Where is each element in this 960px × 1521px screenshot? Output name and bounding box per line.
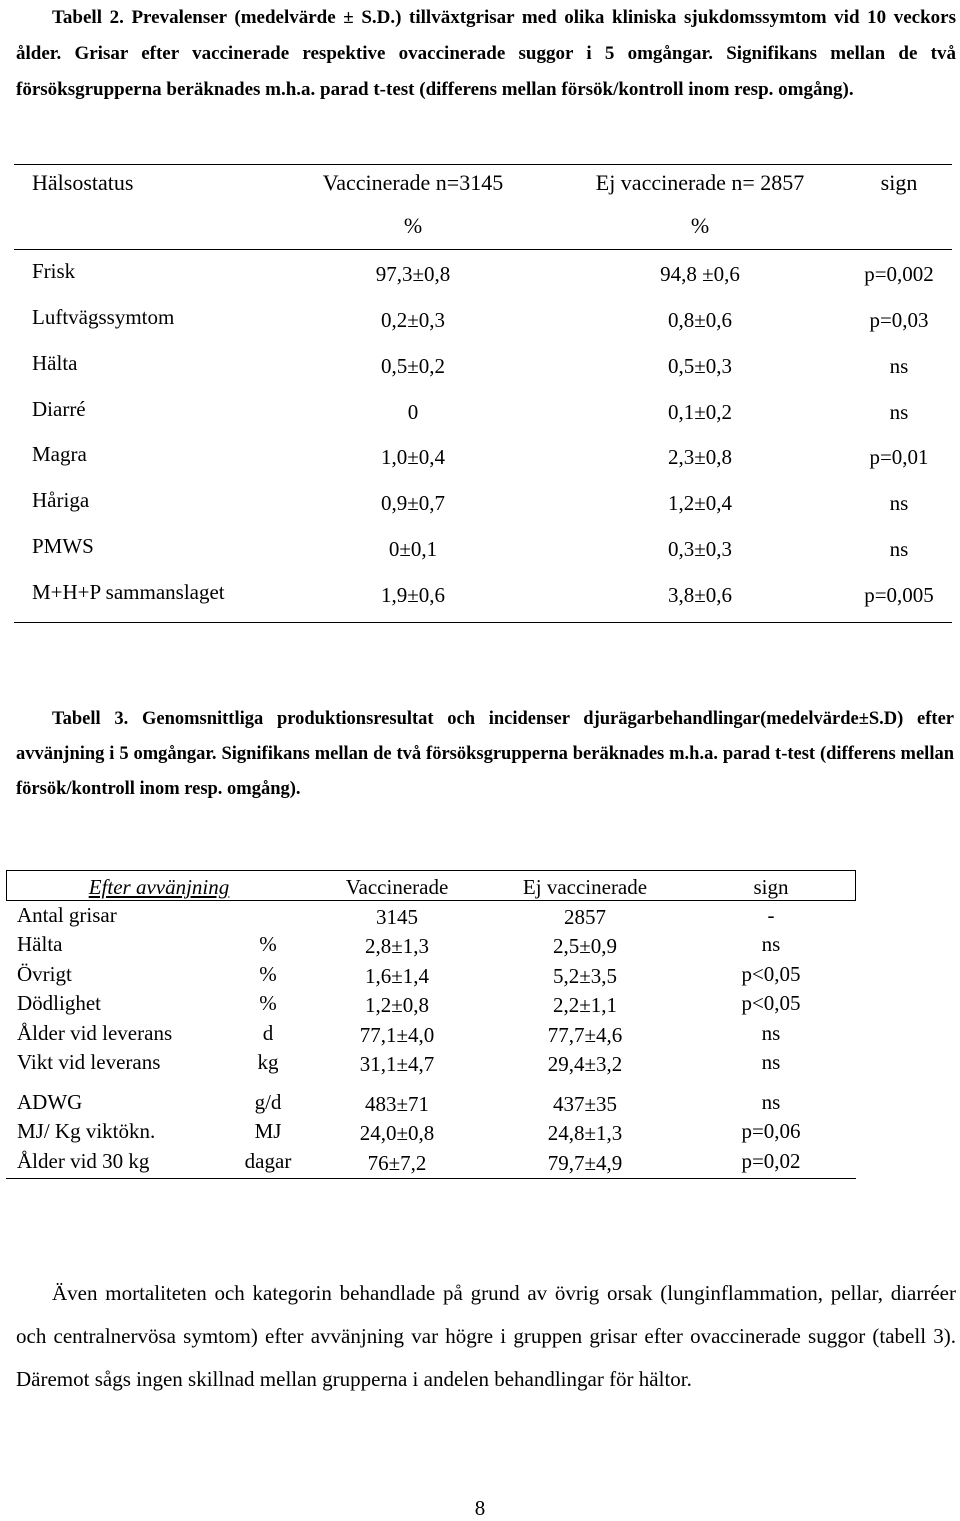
table3-bottom-rule [6,1178,856,1179]
table3-cell-vaccinated: 31,1±4,7 [359,1052,435,1076]
table3-header-vaccinated: Vaccinerade [345,875,449,899]
table2-cell-vaccinated: 97,3±0,8 [375,262,451,286]
table2-header-sign: sign [880,170,918,195]
table3-cell-unvaccinated: 77,7±4,6 [547,1023,623,1047]
table3-header-sign: sign [753,875,789,899]
table2-cell-vaccinated: 1,9±0,6 [380,583,446,607]
table2-cell-unvaccinated: 2,3±0,8 [667,445,733,469]
table3-cell-unit: % [259,991,277,1015]
table3-cell-vaccinated: 76±7,2 [367,1151,427,1175]
table2-cell-sign: p=0,03 [869,308,929,332]
table2-bottom-rule [14,622,952,623]
table3-cell-unit: g/d [254,1090,282,1114]
table3-cell-vaccinated: 2,8±1,3 [364,934,430,958]
table3-cell-vaccinated: 3145 [376,905,418,929]
table2-cell-status: Magra [32,442,87,466]
table3-cell-label: Hälta [17,932,63,956]
table2-cell-status: M+H+P sammanslaget [32,580,225,604]
table3-cell-unvaccinated: 437±35 [552,1092,618,1116]
table3-cell-unit: % [259,962,277,986]
table3-cell-unit: MJ [254,1119,282,1143]
table3-cell-unvaccinated: 5,2±3,5 [552,964,618,988]
table2-cell-sign: ns [889,491,909,515]
table2-cell-unvaccinated: 0,5±0,3 [667,354,733,378]
table2-cell-unvaccinated: 0,8±0,6 [667,308,733,332]
table2-cell-status: PMWS [32,534,94,558]
table2-cell-sign: p=0,01 [869,445,929,469]
table2-cell-sign: ns [889,354,909,378]
table2-cell-vaccinated: 0,5±0,2 [380,354,446,378]
table2-cell-vaccinated: 0,2±0,3 [380,308,446,332]
table3-cell-unvaccinated: 2,2±1,1 [552,993,618,1017]
table2-subheader-unvaccinated-unit: % [690,213,710,238]
table2-caption: Tabell 2. Prevalenser (medelvärde ± S.D.) tillväxtgrisar med olika kliniska sjukdomssymtom vid 10 veckors ålder. Grisar efter vaccinerade respektive ovaccinerade suggor i 5 omgångar. Signifikans mellan de två försöksgrupperna beräknades m.h.a. parad t-test (differens mellan försök/kontroll inom resp. omgång). [16,7,956,100]
table2-cell-vaccinated: 1,0±0,4 [380,445,446,469]
table2-cell-status: Luftvägssymtom [32,305,175,329]
table2-cell-status: Hälta [32,351,78,375]
table3-cell-unit: kg [257,1050,279,1074]
table3-cell-vaccinated: 77,1±4,0 [359,1023,435,1047]
table3-cell-label: Dödlighet [17,991,101,1015]
table3-cell-unvaccinated: 29,4±3,2 [547,1052,623,1076]
table2-cell-unvaccinated: 0,1±0,2 [667,400,733,424]
table3-header-after-weaning: Efter avvänjning [88,875,230,899]
table3-cell-vaccinated: 483±71 [364,1092,430,1116]
table2-cell-vaccinated: 0,9±0,7 [380,491,446,515]
table3-cell-unvaccinated: 2,5±0,9 [552,934,618,958]
table3-cell-unvaccinated: 79,7±4,9 [547,1151,623,1175]
table3-cell-label: ADWG [17,1090,83,1114]
table3-cell-label: Antal grisar [17,903,117,927]
table2-cell-vaccinated: 0±0,1 [388,537,438,561]
table2-top-rule [14,164,952,165]
table2-cell-sign: ns [889,537,909,561]
table2-cell-sign: p=0,005 [864,583,934,607]
table3-cell-vaccinated: 24,0±0,8 [359,1121,435,1145]
page-number: 8 [474,1496,486,1520]
table3-cell-unvaccinated: 2857 [564,905,606,929]
body-paragraph: Även mortaliteten och kategorin behandlade på grund av övrig orsak (lunginflammation, pellar, diarréer och centralnervösa symtom) efter avvänjning var högre i gruppen grisar efter ovaccinerade suggor (tabell 3). Däremot sågs ingen skillnad mellan grupperna i andelen behandlingar för hältor. [16,1281,956,1391]
table3-header-unvaccinated: Ej vaccinerade [522,875,648,899]
table2-cell-status: Frisk [32,259,76,283]
table3-cell-sign: p=0,06 [741,1119,801,1143]
table3-caption: Tabell 3. Genomsnittliga produktionsresultat och incidenser djurägarbehandlingar(medelvärde±S.D) efter avvänjning i 5 omgångar. Signifikans mellan de två försöksgrupperna beräknades m.h.a. parad t-test (differens mellan försök/kontroll inom resp. omgång). [16,709,954,799]
table3-cell-sign: ns [761,1090,781,1114]
table3-cell-sign: p<0,05 [741,991,801,1015]
table3-cell-label: Övrigt [17,962,72,986]
table3-cell-sign: ns [761,1021,781,1045]
table3-cell-vaccinated: 1,6±1,4 [364,964,430,988]
table3-cell-sign: - [767,903,775,927]
table2-cell-status: Håriga [32,488,90,512]
table3-cell-sign: p<0,05 [741,962,801,986]
table2-cell-unvaccinated: 3,8±0,6 [667,583,733,607]
table3-cell-unit: % [259,932,277,956]
table3-cell-unit: d [262,1021,274,1045]
table3-cell-label: Ålder vid leverans [17,1021,173,1045]
table3-cell-sign: ns [761,932,781,956]
table2-cell-status: Diarré [32,397,86,421]
table2-cell-unvaccinated: 94,8 ±0,6 [660,262,740,286]
table2-header-vaccinated: Vaccinerade n=3145 [322,170,504,195]
table2-cell-unvaccinated: 0,3±0,3 [667,537,733,561]
table3-cell-unvaccinated: 24,8±1,3 [547,1121,623,1145]
table2-header-unvaccinated: Ej vaccinerade n= 2857 [595,170,805,195]
table3-cell-label: Vikt vid leverans [17,1050,161,1074]
table2-header-status: Hälsostatus [32,170,134,195]
table3-cell-label: Ålder vid 30 kg [17,1149,150,1173]
table3-cell-label: MJ/ Kg viktökn. [17,1119,156,1143]
table2-subheader-vaccinated-unit: % [403,213,423,238]
table3-cell-vaccinated: 1,2±0,8 [364,993,430,1017]
table2-cell-vaccinated: 0 [407,400,419,424]
table3-cell-sign: ns [761,1050,781,1074]
table2-cell-sign: ns [889,400,909,424]
table3-cell-unit: dagar [244,1149,292,1173]
table2-cell-sign: p=0,002 [864,262,934,286]
table2-header-rule [14,249,952,250]
table3-cell-sign: p=0,02 [741,1149,801,1173]
table2-cell-unvaccinated: 1,2±0,4 [667,491,733,515]
